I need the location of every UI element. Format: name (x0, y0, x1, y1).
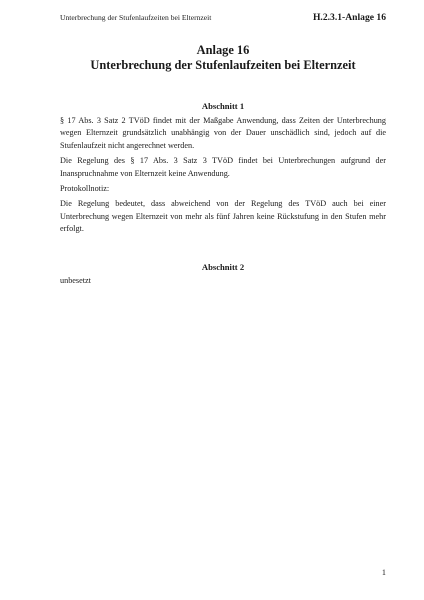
header-document-subject: Unterbrechung der Stufenlaufzeiten bei Elternzeit (60, 13, 212, 22)
section2-heading: Abschnitt 2 (201, 262, 245, 272)
title-annex-subject: Unterbrechung der Stufenlaufzeiten bei Elternzeit (90, 58, 356, 72)
section1-paragraph-1: § 17 Abs. 3 Satz 2 TVöD findet mit der Maßgabe Anwendung, dass Zeiten der Unterbrechung wegen Elternzeit grundsätzlich unabhängig von der Dauer unschädlich sind, jedoch auf die Stufenlaufzeit nicht angerechnet werden. (60, 116, 386, 150)
document-title (60, 43, 386, 73)
section1-body (60, 115, 386, 236)
section1-paragraph-2: Die Regelung des § 17 Abs. 3 Satz 3 TVöD findet bei Unterbrechungen aufgrund der Inanspruchnahme von Elternzeit keine Anwendung. (60, 156, 386, 178)
page-header (60, 12, 386, 28)
section2-text: unbesetzt (60, 276, 91, 285)
page-number: 1 (381, 568, 386, 577)
section2-body (60, 275, 386, 287)
section1-heading: Abschnitt 1 (201, 101, 245, 111)
title-annex-number: Anlage 16 (196, 43, 250, 57)
protocol-note-label: Protokollnotiz: (60, 184, 110, 194)
protocol-note-text: Die Regelung bedeutet, dass abweichend von der Regelung des TVöD auch bei einer Unterbrechung wegen Elternzeit von mehr als fünf Jahren keine Rückstufung in den Stufen mehr erfolgt. (60, 199, 386, 234)
header-document-code: H.2.3.1-Anlage 16 (312, 12, 386, 23)
